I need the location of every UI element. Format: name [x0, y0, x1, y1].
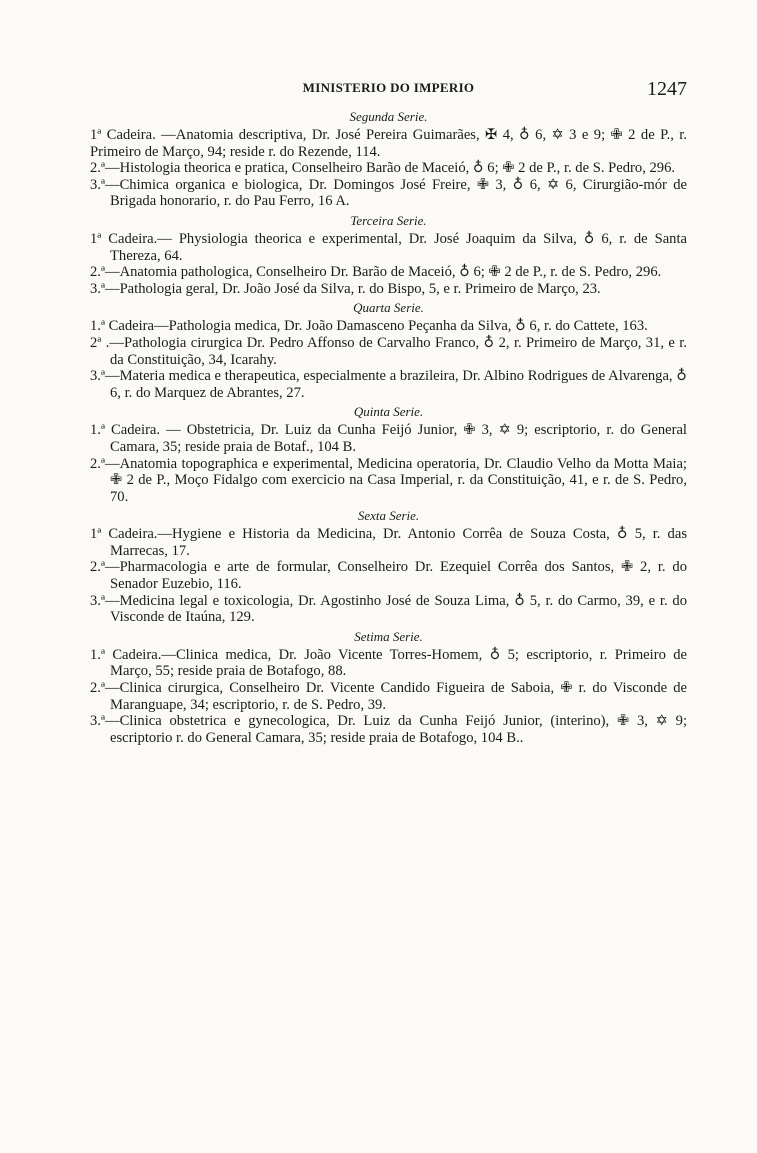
serie-section	[90, 629, 687, 747]
section-title: Quarta Serie.	[353, 300, 424, 316]
cadeira-entry: 1.ª Cadeira. — Obstetricia, Dr. Luiz da Cunha Feijó Junior, ✙ 3, ✡ 9; escriptorio, r. do General Camara, 35; reside praia de Botaf., 104 B.	[90, 422, 687, 455]
serie-section	[90, 404, 687, 505]
serie-section	[90, 213, 687, 297]
cadeira-entry: 2.ª—Clinica cirurgica, Conselheiro Dr. Vicente Candido Figueira de Saboia, ✙ r. do Visconde de Maranguape, 34; escriptorio, r. de S. Pedro, 39.	[90, 680, 687, 713]
cadeira-entry: 3.ª—Materia medica e therapeutica, especialmente a brazileira, Dr. Albino Rodrigues de Alvarenga, ♁ 6, r. do Marquez de Abrantes, 27.	[90, 368, 687, 401]
cadeira-entry: 2.ª—Pharmacologia e arte de formular, Conselheiro Dr. Ezequiel Corrêa dos Santos, ✙ 2, r. do Senador Euzebio, 116.	[90, 559, 687, 593]
running-head	[90, 80, 687, 106]
cadeira-entry: 1.ª Cadeira—Pathologia medica, Dr. João Damasceno Peçanha da Silva, ♁ 6, r. do Cattete, 163.	[90, 318, 648, 335]
cadeira-entry: 1ª Cadeira. —Anatomia descriptiva, Dr. José Pereira Guimarães, ✠ 4, ♁ 6, ✡ 3 e 9; ✙ 2 de P., r. Primeiro de Março, 94; reside r. do Rezende, 114.	[90, 127, 687, 160]
cadeira-entry: 3.ª—Pathologia geral, Dr. João José da Silva, r. do Bispo, 5, e r. Primeiro de Março, 23.	[90, 280, 601, 297]
section-title: Terceira Serie.	[350, 212, 427, 228]
page-number: 1247	[647, 78, 687, 100]
cadeira-entry: 1.ª Cadeira.—Clinica medica, Dr. João Vicente Torres-Homem, ♁ 5; escriptorio, r. Primeiro de Março, 55; reside praia de Botafogo, 88.	[90, 646, 687, 680]
cadeira-entry: 3.ª—Clinica obstetrica e gynecologica, Dr. Luiz da Cunha Feijó Junior, (interino), ✙ 3, ✡ 9; escriptorio r. do General Camara, 35; reside praia de Botafogo, 104 B..	[90, 713, 687, 746]
serie-section	[90, 109, 687, 210]
section-title: Setima Serie.	[354, 628, 423, 644]
section-title: Segunda Serie.	[349, 109, 428, 124]
cadeira-entry: 1ª Cadeira.—Hygiene e Historia da Medicina, Dr. Antonio Corrêa de Souza Costa, ♁ 5, r. das Marrecas, 17.	[90, 526, 687, 559]
cadeira-entry: 2.ª—Anatomia pathologica, Conselheiro Dr. Barão de Maceió, ♁ 6; ✙ 2 de P., r. de S. Pedro, 296.	[90, 264, 662, 281]
cadeira-entry: 2.ª—Histologia theorica e pratica, Conselheiro Barão de Maceió, ♁ 6; ✙ 2 de P., r. de S. Pedro, 296.	[90, 160, 676, 177]
cadeira-entry: 2ª .—Pathologia cirurgica Dr. Pedro Affonso de Carvalho Franco, ♁ 2, r. Primeiro de Março, 31, e r. da Constituição, 34, Icarahy.	[90, 334, 687, 368]
document-body	[90, 109, 687, 746]
cadeira-entry: 3.ª—Chimica organica e biologica, Dr. Domingos José Freire, ✙ 3, ♁ 6, ✡ 6, Cirurgião-mór de Brigada honorario, r. do Pau Ferro, 16 A.	[90, 176, 687, 210]
serie-section	[90, 300, 687, 401]
page-header-title: MINISTERIO DO IMPERIO	[302, 80, 475, 95]
cadeira-entry: 3.ª—Medicina legal e toxicologia, Dr. Agostinho José de Souza Lima, ♁ 5, r. do Carmo, 39, e r. do Visconde de Itaúna, 129.	[90, 592, 687, 626]
cadeira-entry: 2.ª—Anatomia topographica e experimental, Medicina operatoria, Dr. Claudio Velho da Motta Maia; ✙ 2 de P., Moço Fidalgo com exercicio na Casa Imperial, r. da Constituição, 41, e r. de S. Pedro, 70.	[90, 455, 687, 505]
section-title: Sexta Serie.	[357, 508, 420, 524]
serie-section	[90, 508, 687, 626]
cadeira-entry: 1ª Cadeira.— Physiologia theorica e experimental, Dr. José Joaquim da Silva, ♁ 6, r. de Santa Thereza, 64.	[90, 230, 687, 264]
section-title: Quinta Serie.	[353, 404, 424, 420]
